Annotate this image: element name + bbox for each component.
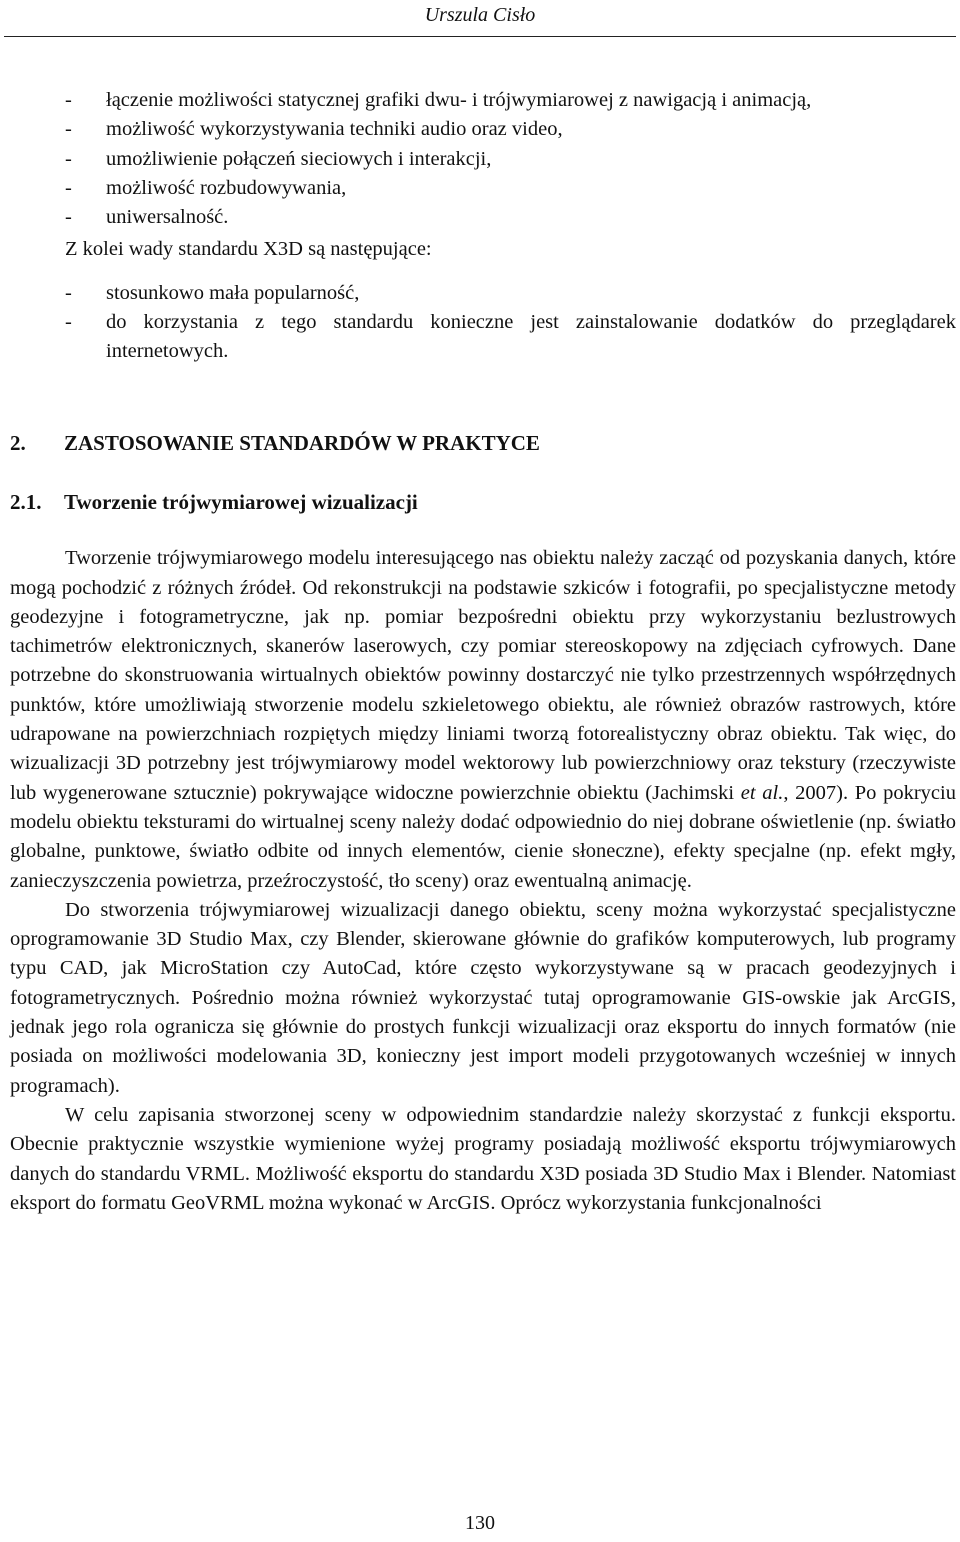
list-item (65, 86, 956, 115)
section-number: 2. (10, 430, 26, 455)
body-paragraph-1 (10, 544, 956, 896)
list-item-text: umożliwienie połączeń sieciowych i interakcji, (106, 147, 492, 170)
list-item (65, 308, 956, 367)
list-item (65, 115, 956, 144)
body-paragraph-2: Do stworzenia trójwymiarowej wizualizacji danego obiektu, sceny można wykorzystać specjalistyczne oprogramowanie 3D Studio Max, czy Blender, skierowane głównie do grafików komputerowych, lub programy typu CAD, jak MicroStation czy AutoCad, które często wykorzystywane są w pracach geodezyjnych i fotogrametrycznych. Pośrednio można również wykorzystać tutaj oprogramowanie GIS-owskie jak ArcGIS, jednak jego rola ogranicza się głównie do prostych funkcji wizualizacji oraz eksportu do innych formatów (nie posiada on możliwości modelowania 3D, konieczny jest import modeli przygotowanych wcześniej w innych programach). (10, 898, 956, 1097)
subsection-title: Tworzenie trójwymiarowej wizualizacji (64, 489, 418, 514)
list-dash: - (65, 118, 72, 141)
list-dash: - (65, 89, 72, 111)
paragraph-text: , 2007). Po pokryciu modelu obiektu teksturami do wirtualnej sceny należy dodać odpowiednio do niej dobrane oświetlenie (np. światło globalne, punktowe, światło odbite od innych elementów, cienie słoneczne), efekty specjalne (np. efekt mgły, zanieczyszczenia powietrza, przeźroczystość, tło sceny) oraz ewentualną animację. (10, 781, 956, 892)
list-item-text: możliwość wykorzystywania techniki audio oraz video, (106, 118, 563, 141)
list-dash: - (65, 147, 72, 170)
running-header (0, 0, 960, 36)
page-number: 130 (465, 1512, 495, 1534)
author-name: Urszula Cisło (424, 4, 536, 26)
list-dash: - (65, 206, 72, 229)
disadvantages-intro: Z kolei wady standardu X3D są następujące: (65, 238, 432, 261)
list-item (65, 174, 956, 203)
list-item-text: łączenie możliwości statycznej grafiki dwu- i trójwymiarowej z nawigacją i animacją, (106, 89, 812, 111)
list-item-text: do korzystania z tego standardu konieczne jest zainstalowanie dodatków do przeglądarek internetowych. (106, 311, 956, 363)
disadvantages-list (10, 279, 956, 367)
list-dash: - (65, 281, 72, 304)
header-rule (4, 36, 956, 37)
list-item-text: uniwersalność. (106, 206, 229, 229)
section-heading (10, 429, 956, 458)
body-paragraph-3: W celu zapisania stworzonej sceny w odpowiednim standardzie należy skorzystać z funkcji eksportu. Obecnie praktycznie wszystkie wymienione wyżej programy posiadają możliwość eksportu trójwymiarowych danych do standardu VRML. Możliwość eksportu do standardu X3D posiada 3D Studio Max i Blender. Natomiast eksport do formatu GeoVRML można wykonać w ArcGIS. Oprócz wykorzystania funkcjonalności (10, 1103, 956, 1214)
list-item (65, 279, 956, 308)
subsection-number: 2.1. (10, 489, 42, 514)
citation-et-al: et al. (740, 781, 784, 804)
section-title: ZASTOSOWANIE STANDARDÓW W PRAKTYCE (64, 430, 540, 455)
subsection-heading (10, 488, 956, 517)
list-item-text: możliwość rozbudowywania, (106, 176, 347, 199)
page-content (10, 86, 956, 1218)
list-dash: - (65, 176, 72, 199)
advantages-list (10, 86, 956, 232)
list-item (65, 145, 956, 174)
list-dash: - (65, 311, 72, 334)
list-item (65, 203, 956, 232)
list-item-text: stosunkowo mała popularność, (106, 281, 360, 304)
paragraph-text: Tworzenie trójwymiarowego modelu interesującego nas obiektu należy zacząć od pozyskania danych, które mogą pochodzić z różnych źródeł. Od rekonstrukcji na podstawie szkiców i fotografii, po specjalistyczne metody geodezyjne i fotogrametryczne, jak np. pomiar bezpośredni obiektu przy wykorzystaniu bezlustrowych tachimetrów elektronicznych, skanerów laserowych, czy pomiar stereoskopowy na zdjęciach cyfrowych. Dane potrzebne do skonstruowania wirtualnych obiektów powinny dostarczyć nie tylko przestrzennych współrzędnych punktów, które umożliwiają stworzenie modelu szkieletowego obiektu, ale również obrazów rastrowych, które udrapowane na powierzchniach rozpiętych między liniami tworzą fotorealistyczny obraz obiektu. Tak więc, do wizualizacji 3D potrzebny jest trójwymiarowy model wektorowy lub powierzchniowy oraz tekstury (rzeczywiste lub wygenerowane sztucznie) pokrywające widoczne powierzchnie obiektu (Jachimski (10, 547, 956, 804)
